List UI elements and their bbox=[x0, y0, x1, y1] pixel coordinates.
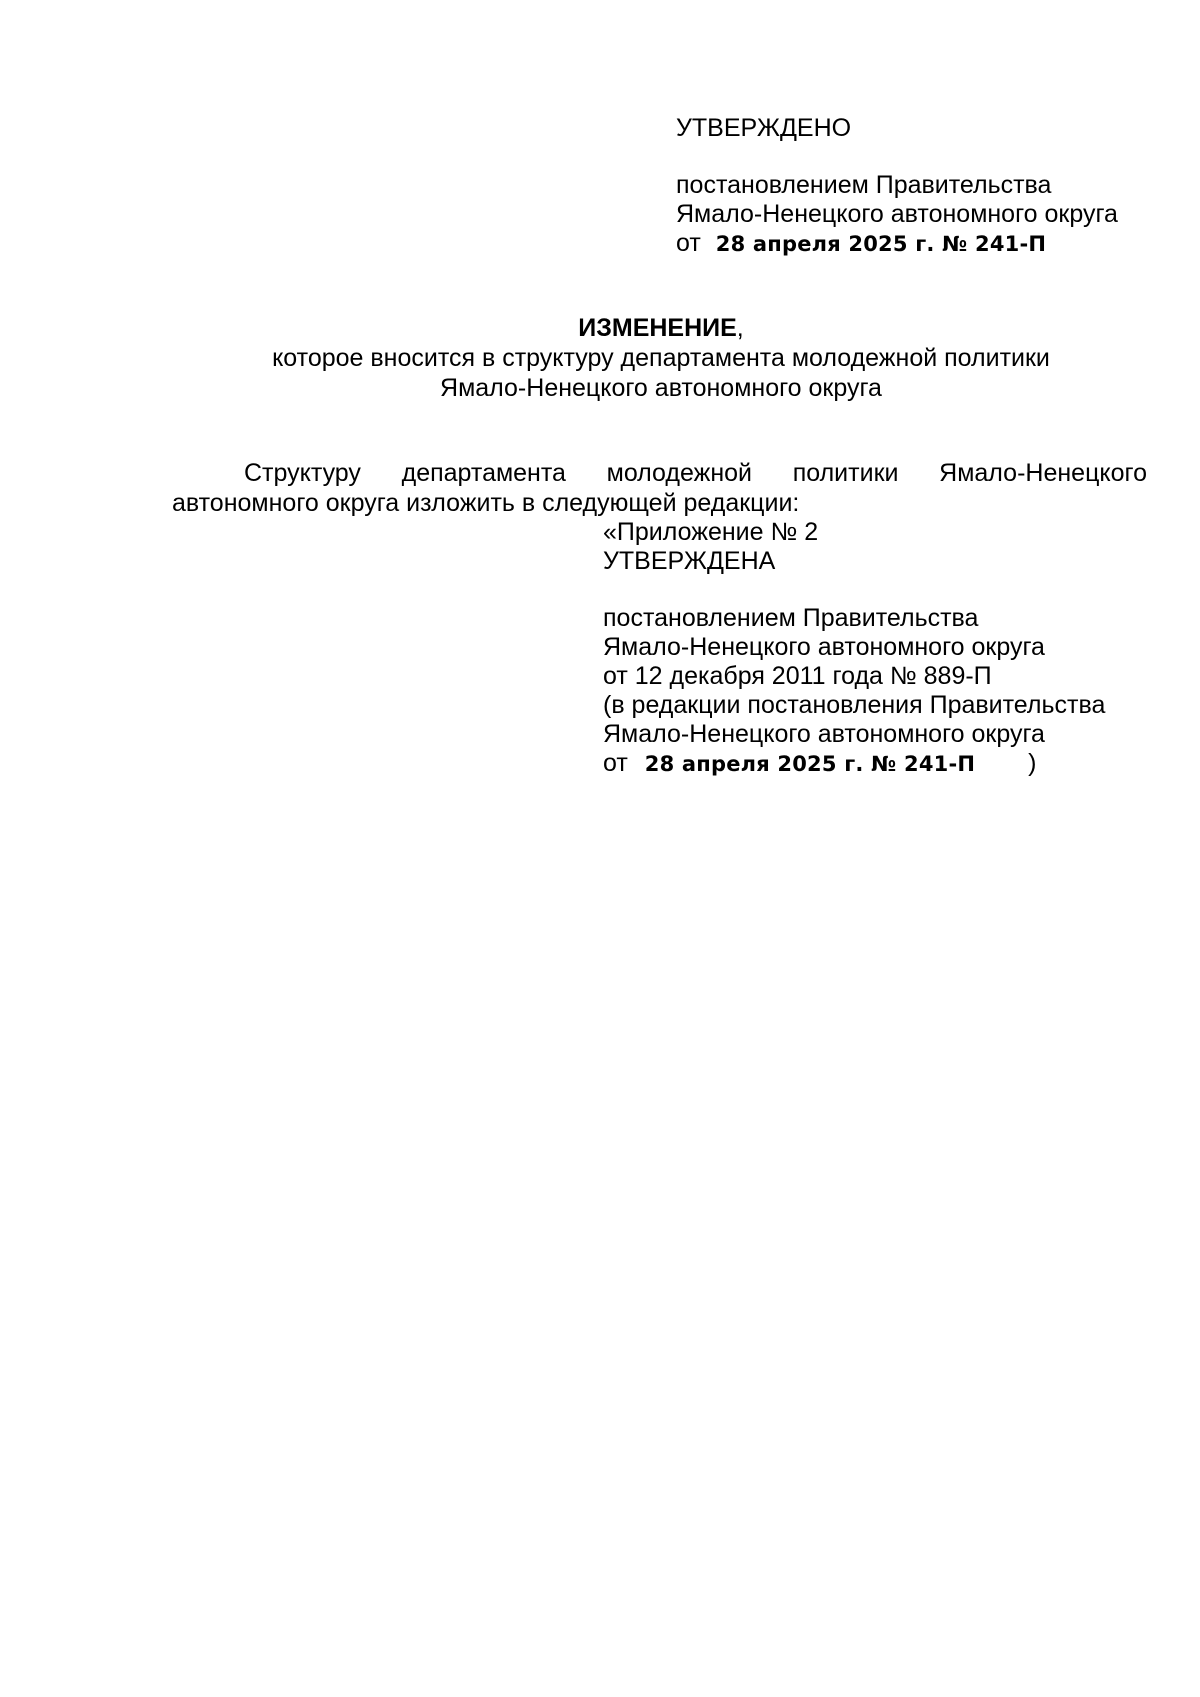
appendix-line-4: (в редакции постановления Правительства bbox=[603, 691, 1106, 719]
title-block bbox=[0, 314, 1200, 404]
spacer bbox=[676, 143, 1176, 171]
appendix-line-3: от 12 декабря 2011 года № 889-П bbox=[603, 662, 992, 690]
appendix-closing-paren: ) bbox=[1028, 749, 1037, 777]
appendix-approved-label: УТВЕРЖДЕНА bbox=[603, 547, 776, 575]
approval-block bbox=[676, 114, 1176, 258]
body-word: Ямало-Ненецкого bbox=[939, 459, 1147, 487]
approval-date-line bbox=[676, 229, 1176, 258]
approved-label: УТВЕРЖДЕНО bbox=[676, 114, 852, 142]
appendix-from-prefix: от bbox=[603, 749, 628, 777]
appendix-label: «Приложение № 2 bbox=[603, 518, 819, 546]
appendix-line-1: постановлением Правительства bbox=[603, 604, 979, 632]
appendix-line-2: Ямало-Ненецкого автономного округа bbox=[603, 633, 1045, 661]
body-line-1 bbox=[172, 459, 1147, 489]
body-word: политики bbox=[792, 459, 899, 487]
appendix-block bbox=[603, 518, 1163, 778]
body-word: департамента bbox=[401, 459, 566, 487]
approval-line-2: Ямало-Ненецкого автономного округа bbox=[676, 200, 1118, 228]
title-subline-2: Ямало-Ненецкого автономного округа bbox=[440, 374, 882, 402]
appendix-date-number: 28 апреля 2025 г. № 241-П bbox=[644, 752, 976, 776]
body-paragraph bbox=[172, 459, 1147, 518]
body-word: Структуру bbox=[244, 459, 361, 487]
title-heading: ИЗМЕНЕНИЕ bbox=[578, 314, 737, 342]
approval-date-number: 28 апреля 2025 г. № 241-П bbox=[715, 232, 1047, 256]
approval-line-1: постановлением Правительства bbox=[676, 171, 1052, 199]
body-line-2: автономного округа изложить в следующей редакции: bbox=[172, 489, 800, 517]
spacer bbox=[603, 576, 1163, 604]
approval-from-prefix: от bbox=[676, 229, 701, 257]
title-subline-1: которое вносится в структуру департамента молодежной политики bbox=[272, 344, 1050, 372]
title-heading-line bbox=[61, 314, 1200, 344]
title-heading-suffix: , bbox=[736, 314, 744, 342]
body-word: молодежной bbox=[606, 459, 753, 487]
appendix-line-5: Ямало-Ненецкого автономного округа bbox=[603, 720, 1045, 748]
appendix-date-line bbox=[603, 749, 1163, 778]
